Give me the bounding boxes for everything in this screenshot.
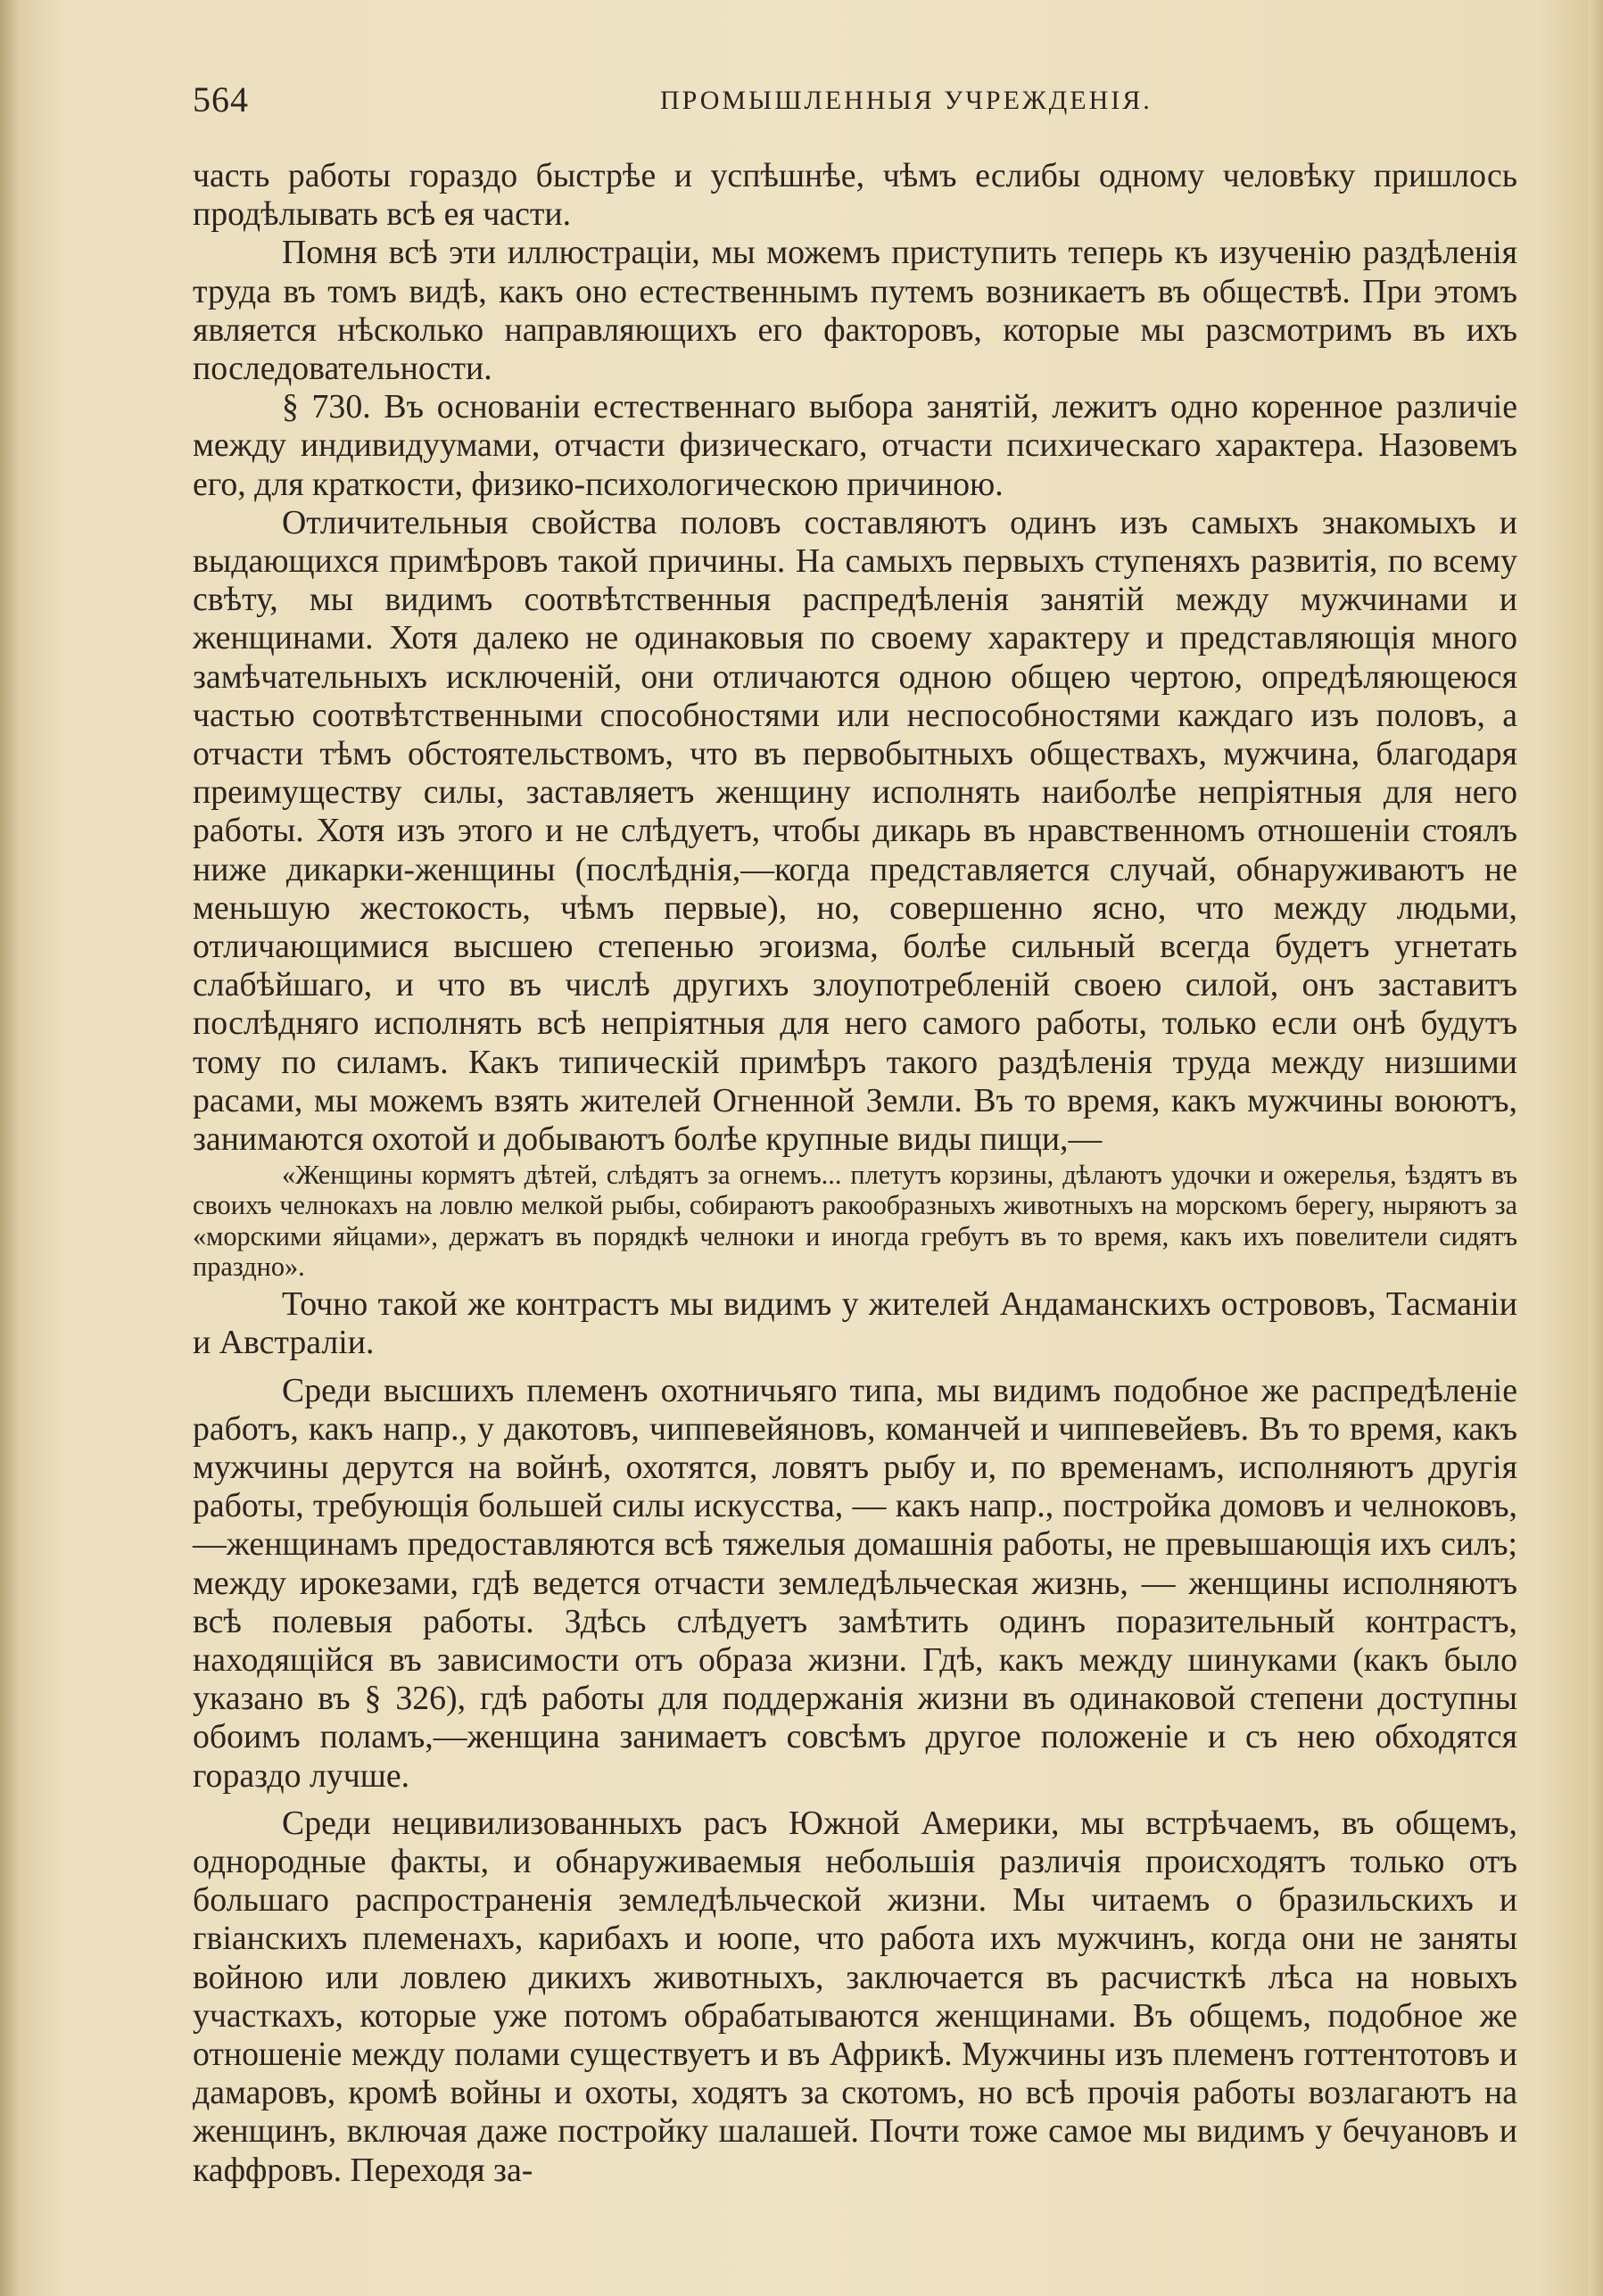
block-quote: «Женщины кормятъ дѣтей, слѣдятъ за огнемъ... плетутъ корзины, дѣлаютъ удочки и ожерелья, ѣздятъ въ своихъ челнокахъ на ловлю мелкой рыбы, собираютъ ракообразныхъ животныхъ на морскомъ берегу, ныряютъ за «морскими яйцами», держатъ въ порядкѣ челноки и иногда гребутъ въ то время, какъ ихъ повелители сидятъ праздно». [193,1160,1517,1282]
body-text [193,157,1517,2190]
left-page-edge [0,0,21,2296]
paragraph-section-730: § 730. Въ основаніи естественнаго выбора занятій, лежитъ одно коренное различіе между индивидуумами, отчасти физическаго, отчасти психическаго характера. Назовемъ его, для краткости, физико-психологическою причиною. [193,388,1517,503]
paragraph-continuation: часть работы гораздо быстрѣе и успѣшнѣе, чѣмъ еслибы одному человѣку пришлось продѣлывать всѣ ея части. [193,157,1517,234]
paragraph: Точно такой же контрастъ мы видимъ у жителей Андаманскихъ острововъ, Тасманіи и Австраліи. [193,1285,1517,1362]
paragraph: Среди нецивилизованныхъ расъ Южной Америки, мы встрѣчаемъ, въ общемъ, однородные факты, и обнаруживаемыя небольшія различія происходятъ только отъ большаго распространенія земледѣльческой жизни. Мы читаемъ о бразильскихъ и гвіанскихъ племенахъ, карибахъ и юопе, что работа ихъ мужчинъ, когда они не заняты войною или ловлею дикихъ животныхъ, заключается въ расчисткѣ лѣса на новыхъ участкахъ, которые уже потомъ обрабатываются женщинами. Въ общемъ, подобное же отношеніе между полами существуетъ и въ Африкѣ. Мужчины изъ племенъ готтентотовъ и дамаровъ, кромѣ войны и охоты, ходятъ за скотомъ, но всѣ прочія работы возлагаютъ на женщинъ, включая даже постройку шалашей. Почти тоже самое мы видимъ у бечуановъ и каффровъ. Переходя за- [193,1804,1517,2189]
page-number: 564 [193,79,249,120]
paragraph: Помня всѣ эти иллюстраціи, мы можемъ приступить теперь къ изученію раздѣленія труда въ томъ видѣ, какъ оно естественнымъ путемъ возникаетъ въ обществѣ. При этомъ является нѣсколько направляющихъ его факторовъ, которые мы разсмотримъ въ ихъ последовательности. [193,234,1517,388]
running-title: ПРОМЫШЛЕННЫЯ УЧРЕЖДЕНІЯ. [660,86,1153,115]
right-page-edge [1589,0,1603,2296]
paragraph: Среди высшихъ племенъ охотничьяго типа, мы видимъ подобное же распредѣленіе работъ, какъ напр., у дакотовъ, чиппевейяновъ, команчей и чиппевейевъ. Въ то время, какъ мужчины дерутся на войнѣ, охотятся, ловятъ рыбу и, по временамъ, исполняютъ другія работы, требующія большей силы искусства, — какъ напр., постройка домовъ и челноковъ,—женщинамъ предоставляются всѣ тяжелыя домашнія работы, не превышающія ихъ силъ; между ирокезами, гдѣ ведется отчасти земледѣльческая жизнь, — женщины исполняютъ всѣ полевыя работы. Здѣсь слѣдуетъ замѣтить одинъ поразительный контрастъ, находящійся въ зависимости отъ образа жизни. Гдѣ, какъ между шинуками (какъ было указано въ § 326), гдѣ работы для поддержанія жизни въ одинаковой степени доступны обоимъ поламъ,—женщина занимаетъ совсѣмъ другое положеніе и съ нею обходятся гораздо лучше. [193,1371,1517,1795]
paragraph: Отличительныя свойства половъ составляютъ одинъ изъ самыхъ знакомыхъ и выдающихся примѣровъ такой причины. На самыхъ первыхъ ступеняхъ развитія, по всему свѣту, мы видимъ соотвѣтственныя распредѣленія занятій между мужчинами и женщинами. Хотя далеко не одинаковыя по своему характеру и представляющія много замѣчательныхъ исключеній, они отличаются одною общею чертою, опредѣляющеюся частью соотвѣтственными способностями или неспособностями каждаго изъ половъ, а отчасти тѣмъ обстоятельствомъ, что въ первобытныхъ обществахъ, мужчина, благодаря преимуществу силы, заставляетъ женщину исполнять наиболѣе непріятныя для него работы. Хотя изъ этого и не слѣдуетъ, чтобы дикарь въ нравственномъ отношеніи стоялъ ниже дикарки-женщины (послѣднія,—когда представляется случай, обнаруживаютъ не меньшую жестокость, чѣмъ первые), но, совершенно ясно, что между людьми, отличающимися высшею степенью эгоизма, болѣе сильный всегда будетъ угнетать слабѣйшаго, и что въ числѣ другихъ злоупотребленій своею силой, онъ заставитъ послѣдняго исполнять всѣ непріятныя для него самого работы, только если онѣ будутъ тому по силамъ. Какъ типическій примѣръ такого раздѣленія труда между низшими расами, мы можемъ взять жителей Огненной Земли. Въ то время, какъ мужчины воюютъ, занимаются охотой и добываютъ болѣе крупные виды пищи,— [193,503,1517,1159]
